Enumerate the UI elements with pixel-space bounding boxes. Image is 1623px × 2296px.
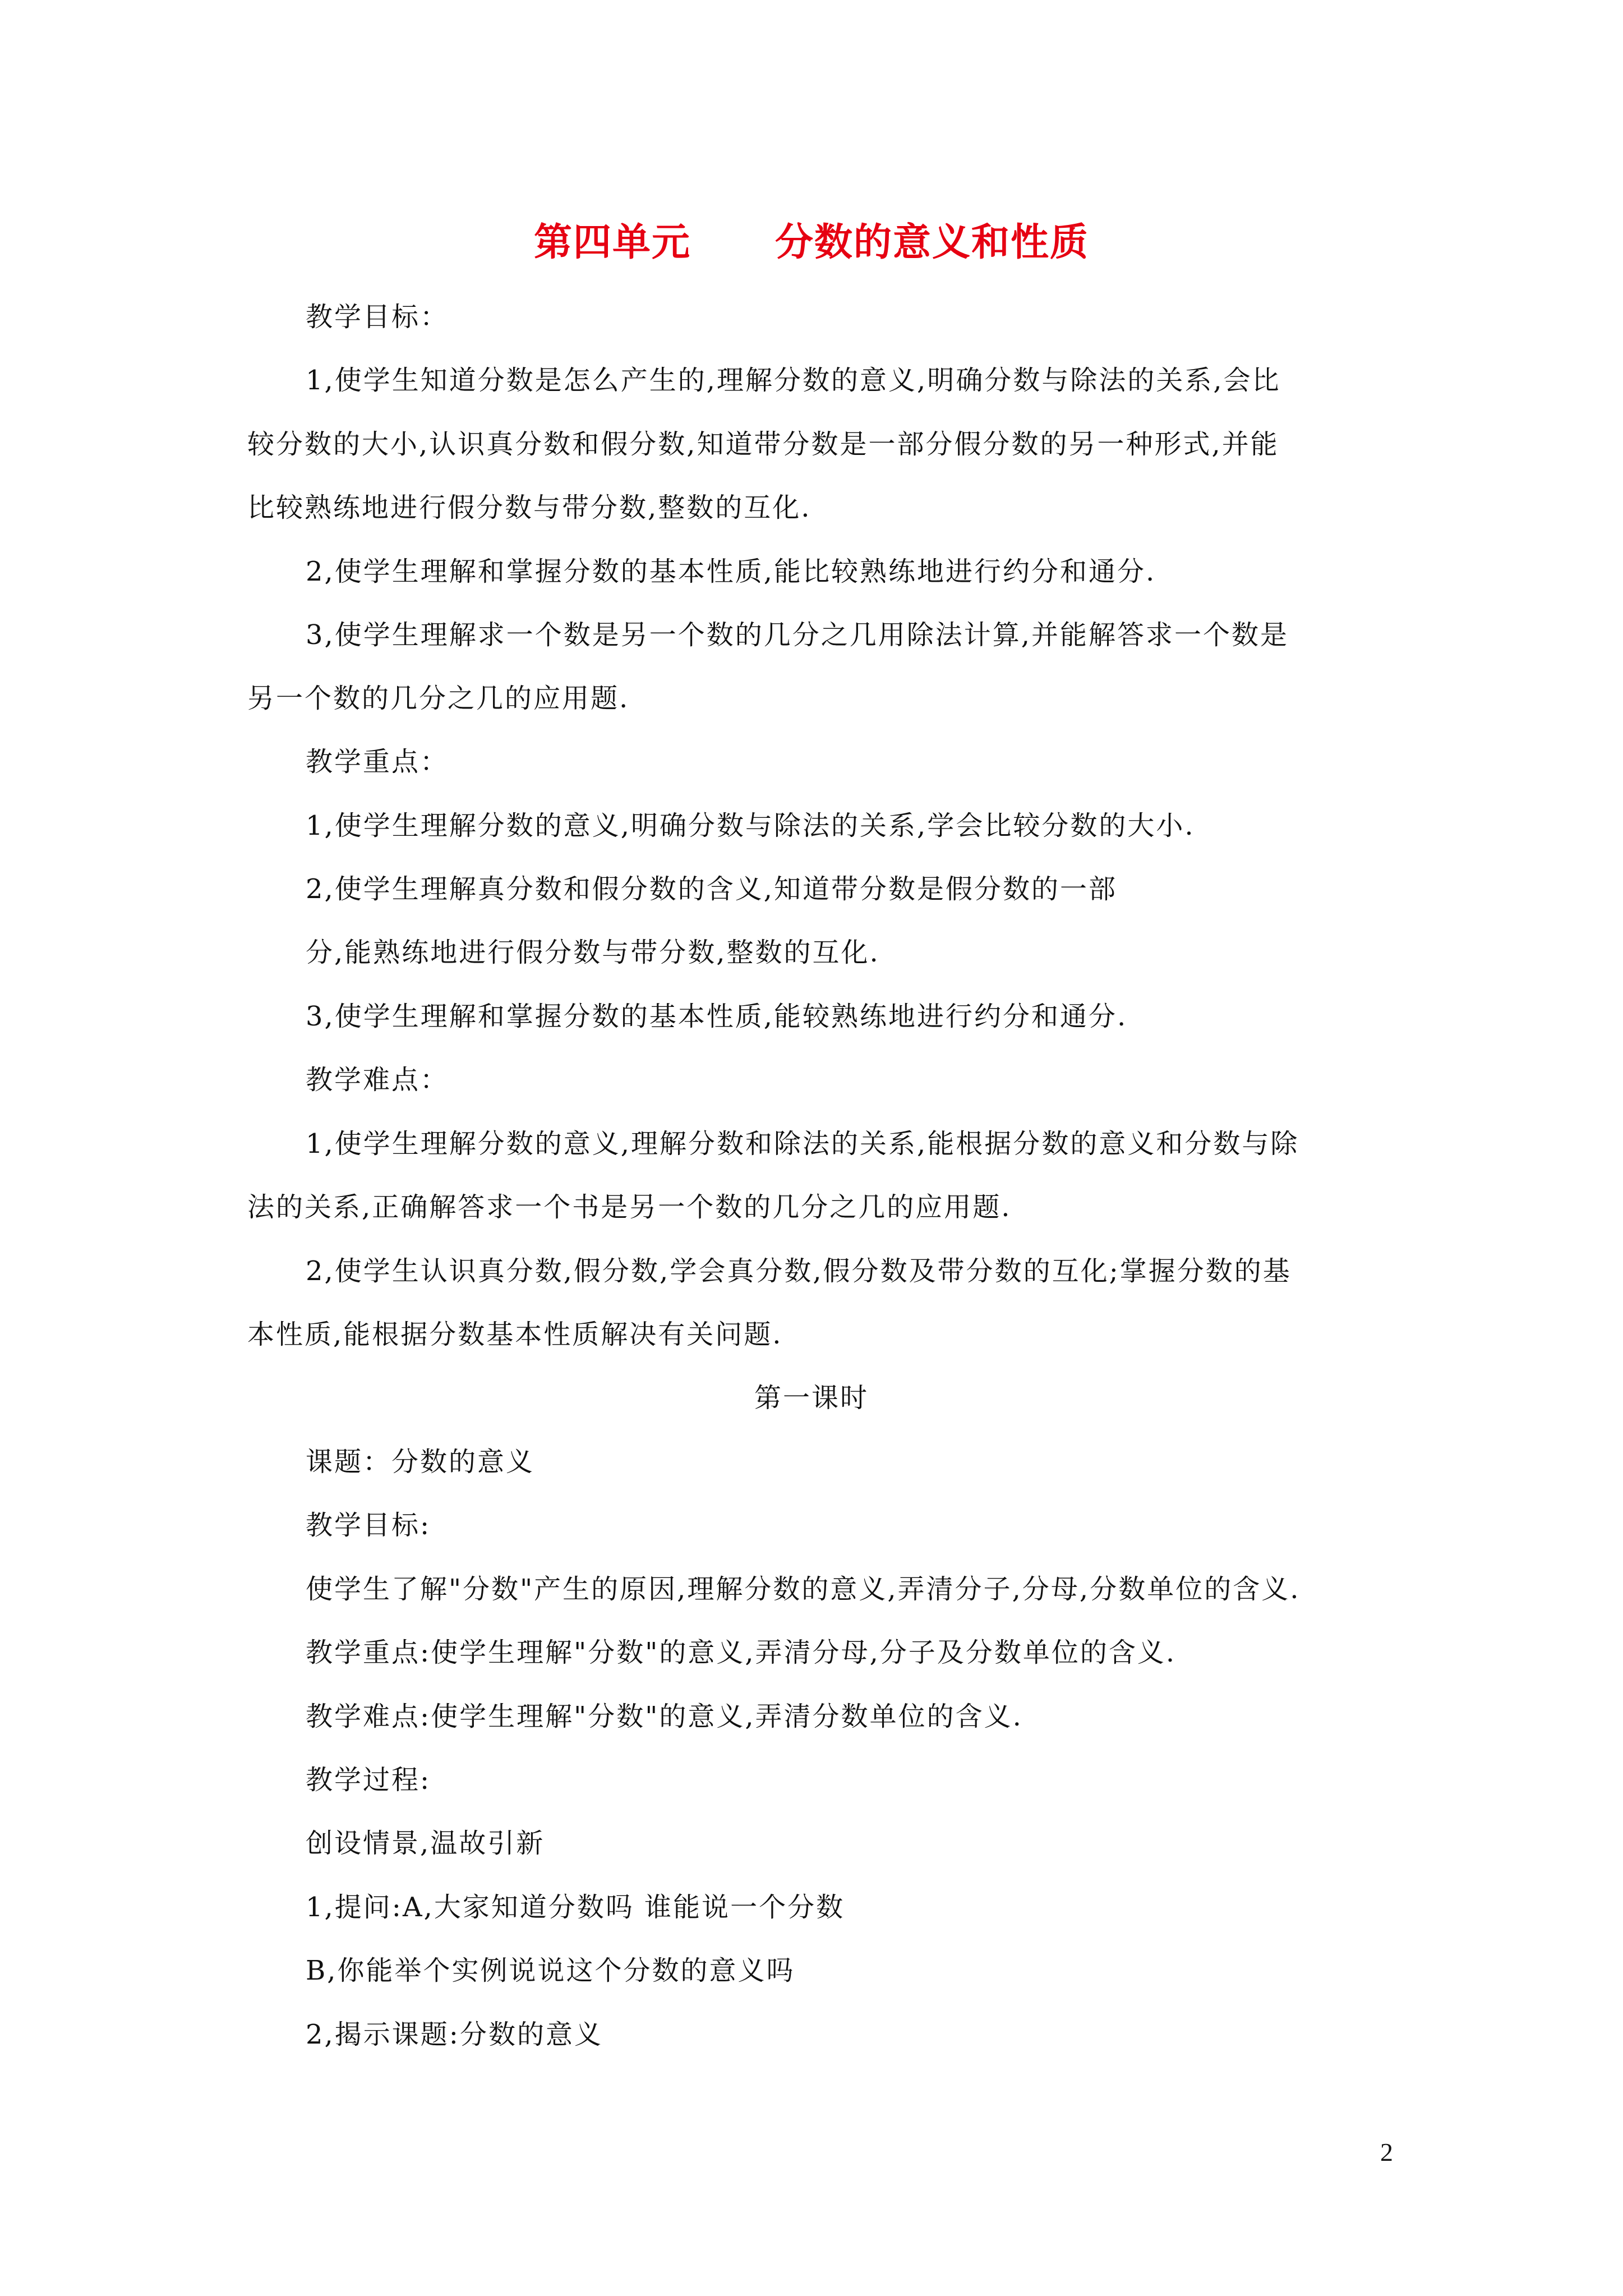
paragraph-line: 1,使学生理解分数的意义,理解分数和除法的关系,能根据分数的意义和分数与除	[306, 1128, 1299, 1159]
paragraph-line: 3,使学生理解和掌握分数的基本性质,能较熟练地进行约分和通分.	[306, 1001, 1128, 1032]
page-number: 2	[1380, 2138, 1393, 2166]
paragraph-line: 使学生了解"分数"产生的原因,理解分数的意义,弄清分子,分母,分数单位的含义.	[306, 1573, 1301, 1605]
paragraph-line: 本性质,能根据分数基本性质解决有关问题.	[247, 1319, 783, 1350]
paragraph-line: 教学重点:使学生理解"分数"的意义,弄清分母,分子及分数单位的含义.	[306, 1637, 1177, 1668]
paragraph-line: 创设情景,温故引新	[306, 1828, 545, 1859]
paragraph-line: 2,揭示课题:分数的意义	[306, 2019, 603, 2050]
paragraph-line: B,你能举个实例说说这个分数的意义吗	[306, 1955, 795, 1986]
heading-teaching-difficulty: 教学难点：	[306, 1064, 449, 1096]
paragraph-line: 2,使学生理解真分数和假分数的含义,知道带分数是假分数的一部	[306, 873, 1118, 905]
paragraph-line: 分,能熟练地进行假分数与带分数,整数的互化.	[306, 937, 880, 968]
paragraph-line: 另一个数的几分之几的应用题.	[247, 683, 630, 714]
paragraph-line: 2,使学生理解和掌握分数的基本性质,能比较熟练地进行约分和通分.	[306, 556, 1156, 587]
title-topic: 分数的意义和性质	[775, 220, 1090, 265]
paragraph-line: 1,使学生理解分数的意义,明确分数与除法的关系,学会比较分数的大小.	[306, 810, 1195, 841]
heading-teaching-focus: 教学重点：	[306, 746, 449, 777]
paragraph-line: 法的关系,正确解答求一个书是另一个数的几分之几的应用题.	[247, 1191, 1012, 1223]
heading-teaching-process: 教学过程:	[306, 1764, 431, 1796]
paragraph-line: 比较熟练地进行假分数与带分数,整数的互化.	[247, 492, 811, 523]
lesson-heading: 第一课时	[754, 1382, 869, 1414]
paragraph-line: 2,使学生认识真分数,假分数,学会真分数,假分数及带分数的互化;掌握分数的基	[306, 1255, 1292, 1287]
paragraph-line: 1,提问:A,大家知道分数吗 谁能说一个分数	[306, 1892, 845, 1923]
paragraph-line: 1,使学生知道分数是怎么产生的,理解分数的意义,明确分数与除法的关系,会比	[306, 365, 1281, 396]
title-unit: 第四单元	[533, 220, 691, 265]
page-title	[0, 212, 1623, 266]
heading-teaching-goals: 教学目标：	[306, 301, 449, 333]
heading-lesson-goals: 教学目标:	[306, 1510, 431, 1541]
lesson-topic: 课题：分数的意义	[306, 1446, 535, 1478]
paragraph-line: 3,使学生理解求一个数是另一个数的几分之几用除法计算,并能解答求一个数是	[306, 619, 1289, 651]
paragraph-line: 较分数的大小,认识真分数和假分数,知道带分数是一部分假分数的另一种形式,并能	[247, 429, 1279, 460]
paragraph-line: 教学难点:使学生理解"分数"的意义,弄清分数单位的含义.	[306, 1701, 1023, 1732]
